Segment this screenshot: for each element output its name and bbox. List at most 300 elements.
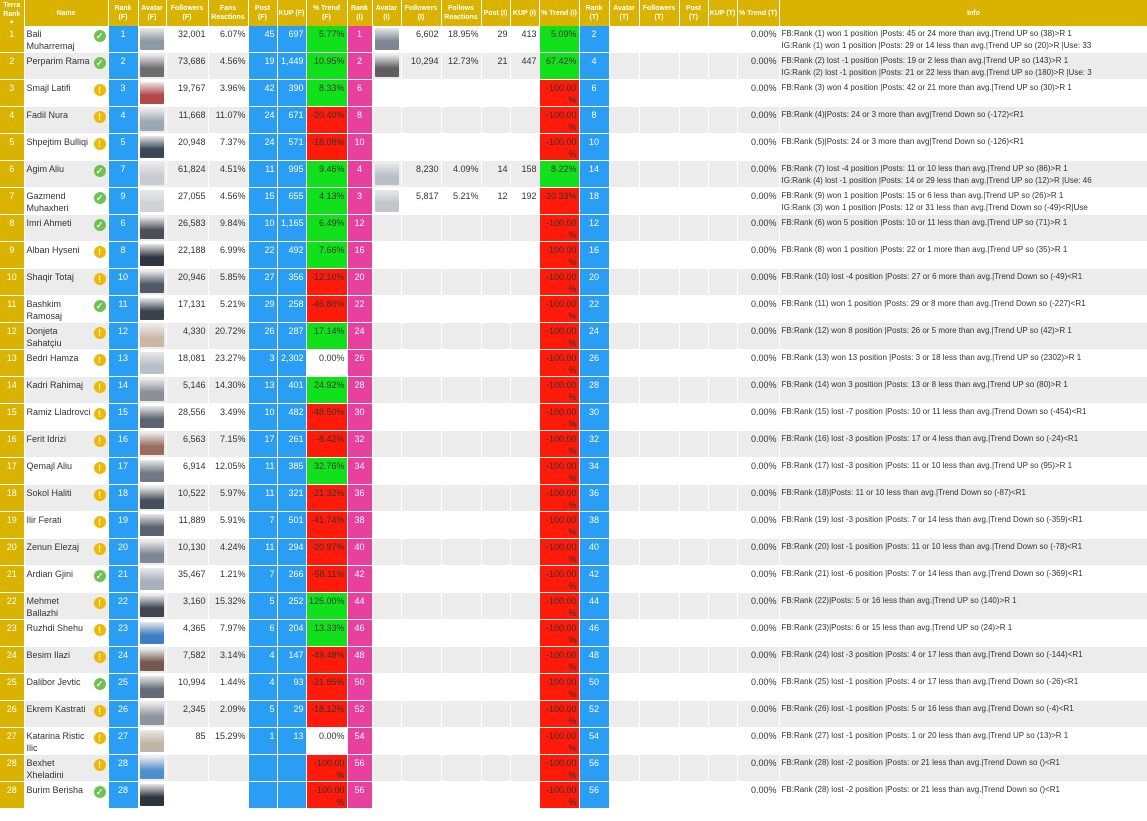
post-i-cell: [481, 323, 510, 350]
post-t-cell: [679, 188, 708, 215]
table-row[interactable]: [0, 350, 1147, 377]
followers-t-cell: [639, 620, 679, 647]
info-fb-line: FB:Rank (15) lost -7 position |Posts: 10 or 11 less than avg.|Trend Down so (-454)<R1: [781, 407, 1087, 416]
kup-t-cell: [708, 404, 737, 431]
table-row[interactable]: [0, 782, 1147, 809]
kup-f-cell: 266: [277, 566, 306, 593]
follows-reactions-cell: [441, 296, 481, 323]
info-fb-line: FB:Rank (7) lost -4 position |Posts: 11 or 10 less than avg.|Trend UP so (86)>R 1: [781, 164, 1068, 173]
info-fb-line: FB:Rank (26) lost -1 position |Posts: 5 or 16 less than avg.|Trend Down so (-4)<R1: [781, 704, 1074, 713]
info-cell: [779, 755, 1147, 782]
avatar[interactable]: [140, 217, 164, 239]
col-trend-i[interactable]: % Trend (I): [539, 0, 579, 26]
rank-f-cell: 12: [108, 323, 138, 350]
table-row[interactable]: [0, 215, 1147, 242]
col-terra-rank[interactable]: [0, 0, 24, 26]
post-f-cell: 11: [248, 485, 277, 512]
fans-reactions-cell: 5.97%: [208, 485, 248, 512]
kup-i-cell: [510, 107, 539, 134]
terra-rank-cell: 23: [0, 620, 24, 647]
name-cell: [24, 782, 108, 809]
col-followers-t[interactable]: Followers (T): [639, 0, 679, 26]
table-row[interactable]: [0, 296, 1147, 323]
avatar-t-cell: [609, 701, 639, 728]
follows-reactions-cell: 4.09%: [441, 161, 481, 188]
trend-f-cell: -20.40%: [306, 107, 347, 134]
person-name: Bexhet Xheladini: [26, 758, 64, 780]
trend-f-cell: -41.74%: [306, 512, 347, 539]
info-fb-line: FB:Rank (8) won 1 position |Posts: 22 or 1 more than avg.|Trend UP so (35)>R 1: [781, 245, 1068, 254]
followers-t-cell: [639, 26, 679, 53]
kup-t-cell: [708, 350, 737, 377]
rank-t-cell: 8: [579, 107, 609, 134]
kup-t-cell: [708, 539, 737, 566]
avatar-i-cell: [372, 404, 401, 431]
avatar-f-cell: [138, 377, 166, 404]
avatar[interactable]: [140, 568, 164, 590]
followers-f-cell: 35,467: [166, 566, 208, 593]
post-i-cell: [481, 728, 510, 755]
verified-check-icon: ✓: [94, 192, 106, 204]
avatar[interactable]: [140, 28, 164, 50]
table-row[interactable]: [0, 755, 1147, 782]
avatar[interactable]: [140, 82, 164, 104]
terra-rank-cell: 21: [0, 566, 24, 593]
followers-i-cell: [401, 215, 441, 242]
person-name: Qemajl Aliu: [26, 461, 73, 471]
post-t-cell: [679, 377, 708, 404]
kup-t-cell: [708, 323, 737, 350]
name-cell: [24, 701, 108, 728]
rank-f-cell: 17: [108, 458, 138, 485]
fans-reactions-cell: 11.07%: [208, 107, 248, 134]
post-t-cell: [679, 404, 708, 431]
trend-t-cell: 0.00%: [737, 782, 779, 809]
rank-f-cell: 10: [108, 269, 138, 296]
col-post-t[interactable]: Post (T): [679, 0, 708, 26]
follows-reactions-cell: [441, 701, 481, 728]
avatar[interactable]: [375, 55, 399, 77]
col-info[interactable]: Info: [779, 0, 1147, 26]
rank-i-cell: 10: [347, 134, 372, 161]
col-post-f[interactable]: Post (F): [248, 0, 277, 26]
avatar[interactable]: [140, 622, 164, 644]
col-rank-t[interactable]: Rank (T): [579, 0, 609, 26]
fans-reactions-cell: 15.32%: [208, 593, 248, 620]
info-cell: [779, 593, 1147, 620]
avatar[interactable]: [140, 730, 164, 752]
avatar-t-cell: [609, 593, 639, 620]
post-i-cell: [481, 701, 510, 728]
trend-f-cell: -21.32%: [306, 485, 347, 512]
col-kup-t[interactable]: KUP (T): [708, 0, 737, 26]
col-trend-t[interactable]: % Trend (T): [737, 0, 779, 26]
avatar-i-cell: [372, 593, 401, 620]
kup-f-cell: 697: [277, 26, 306, 53]
follows-reactions-cell: [441, 80, 481, 107]
col-followers-f[interactable]: Followers (F): [166, 0, 208, 26]
rank-i-cell: 48: [347, 647, 372, 674]
info-fb-line: FB:Rank (14) won 3 position |Posts: 13 or 8 less than avg.|Trend UP so (80)>R 1: [781, 380, 1068, 389]
rank-i-cell: 22: [347, 296, 372, 323]
follows-reactions-cell: [441, 431, 481, 458]
table-row[interactable]: [0, 404, 1147, 431]
info-fb-line: FB:Rank (27) lost -1 position |Posts: 1 or 20 less than avg.|Trend UP so (13)>R 1: [781, 731, 1069, 740]
table-row[interactable]: [0, 701, 1147, 728]
avatar[interactable]: [140, 406, 164, 428]
avatar[interactable]: [140, 190, 164, 212]
trend-i-cell: -100.00 %: [539, 458, 579, 485]
followers-i-cell: 6,602: [401, 26, 441, 53]
rank-i-cell: 8: [347, 107, 372, 134]
rank-t-cell: 50: [579, 674, 609, 701]
table-row[interactable]: [0, 566, 1147, 593]
person-name: Imri Ahmeti: [26, 218, 72, 228]
avatar-i-cell: [372, 26, 401, 53]
info-cell: [779, 377, 1147, 404]
kup-i-cell: [510, 512, 539, 539]
avatar[interactable]: [140, 649, 164, 671]
post-f-cell: 10: [248, 215, 277, 242]
verified-check-icon: ✓: [94, 786, 106, 798]
table-row[interactable]: [0, 134, 1147, 161]
col-name[interactable]: Name: [24, 0, 108, 26]
col-kup-i[interactable]: KUP (I): [510, 0, 539, 26]
followers-t-cell: [639, 674, 679, 701]
trend-f-cell: 125.00%: [306, 593, 347, 620]
followers-i-cell: [401, 350, 441, 377]
terra-rank-cell: 8: [0, 215, 24, 242]
info-ig-line: IG:Rank (2) lost -1 position |Posts: 21 or 22 less than avg.|Trend UP so (180)>R |Use: 3: [781, 68, 1092, 77]
kup-t-cell: [708, 755, 737, 782]
avatar[interactable]: [140, 163, 164, 185]
table-row[interactable]: [0, 539, 1147, 566]
post-t-cell: [679, 485, 708, 512]
avatar-f-cell: [138, 188, 166, 215]
followers-i-cell: [401, 107, 441, 134]
table-row[interactable]: [0, 269, 1147, 296]
person-name: Zenun Elezaj: [26, 542, 80, 552]
avatar[interactable]: [375, 190, 399, 212]
trend-i-cell: -20.33%: [539, 188, 579, 215]
post-t-cell: [679, 53, 708, 80]
info-fb-line: FB:Rank (24) lost -3 position |Posts: 4 or 17 less than avg.|Trend Down so (-144)<R1: [781, 650, 1083, 659]
followers-t-cell: [639, 728, 679, 755]
avatar[interactable]: [140, 271, 164, 293]
kup-t-cell: [708, 107, 737, 134]
avatar-f-cell: [138, 701, 166, 728]
rank-i-cell: 50: [347, 674, 372, 701]
avatar[interactable]: [140, 757, 164, 779]
avatar-i-cell: [372, 782, 401, 809]
avatar-f-cell: [138, 512, 166, 539]
followers-t-cell: [639, 134, 679, 161]
follows-reactions-cell: [441, 593, 481, 620]
col-post-i[interactable]: Post (I): [481, 0, 510, 26]
info-ig-line: IG:Rank (4) lost -1 position |Posts: 14 or 29 less than avg.|Trend UP so (12)>R |Use: 46: [781, 176, 1092, 185]
follows-reactions-cell: [441, 134, 481, 161]
col-follows-reactions[interactable]: Follows Reactions: [441, 0, 481, 26]
terra-rank-cell: 22: [0, 593, 24, 620]
person-name: Sokol Haliti: [26, 488, 72, 498]
trend-f-cell: -12.10%: [306, 269, 347, 296]
kup-i-cell: [510, 80, 539, 107]
avatar-i-cell: [372, 53, 401, 80]
rank-t-cell: 14: [579, 161, 609, 188]
kup-f-cell: 655: [277, 188, 306, 215]
kup-f-cell: 385: [277, 458, 306, 485]
avatar[interactable]: [140, 676, 164, 698]
kup-f-cell: 995: [277, 161, 306, 188]
followers-f-cell: 20,948: [166, 134, 208, 161]
follows-reactions-cell: 12.73%: [441, 53, 481, 80]
table-row[interactable]: [0, 26, 1147, 53]
col-rank-i[interactable]: Rank (I): [347, 0, 372, 26]
followers-t-cell: [639, 755, 679, 782]
trend-i-cell: -100.00 %: [539, 539, 579, 566]
name-cell: [24, 485, 108, 512]
table-row[interactable]: [0, 161, 1147, 188]
post-f-cell: 19: [248, 53, 277, 80]
rank-t-cell: 30: [579, 404, 609, 431]
avatar[interactable]: [140, 244, 164, 266]
col-followers-i[interactable]: Followers (I): [401, 0, 441, 26]
table-row[interactable]: [0, 377, 1147, 404]
avatar[interactable]: [140, 55, 164, 77]
table-row[interactable]: [0, 188, 1147, 215]
terra-rank-label: Terra Rank: [3, 2, 21, 18]
post-t-cell: [679, 80, 708, 107]
avatar[interactable]: [375, 163, 399, 185]
rank-f-cell: 22: [108, 593, 138, 620]
table-row[interactable]: [0, 593, 1147, 620]
avatar-i-cell: [372, 485, 401, 512]
rank-i-cell: 1: [347, 26, 372, 53]
col-trend-f[interactable]: % Trend (F): [306, 0, 347, 26]
trend-f-cell: -58.11%: [306, 566, 347, 593]
trend-f-cell: 13.33%: [306, 620, 347, 647]
follows-reactions-cell: [441, 323, 481, 350]
name-cell: [24, 431, 108, 458]
fans-reactions-cell: 3.49%: [208, 404, 248, 431]
avatar[interactable]: [140, 487, 164, 509]
follows-reactions-cell: 18.95%: [441, 26, 481, 53]
rank-t-cell: 28: [579, 377, 609, 404]
rank-i-cell: 46: [347, 620, 372, 647]
followers-f-cell: 7,582: [166, 647, 208, 674]
post-i-cell: [481, 458, 510, 485]
rank-t-cell: 34: [579, 458, 609, 485]
terra-rank-cell: 3: [0, 80, 24, 107]
followers-f-cell: 4,330: [166, 323, 208, 350]
col-avatar-i[interactable]: Avatar (I): [372, 0, 401, 26]
col-kup-f[interactable]: KUP (F): [277, 0, 306, 26]
rank-t-cell: 18: [579, 188, 609, 215]
avatar[interactable]: [140, 379, 164, 401]
table-row[interactable]: [0, 431, 1147, 458]
warning-icon: !: [94, 732, 106, 744]
rank-i-cell: 4: [347, 161, 372, 188]
table-row[interactable]: [0, 53, 1147, 80]
col-avatar-t[interactable]: Avatar (T): [609, 0, 639, 26]
followers-t-cell: [639, 431, 679, 458]
followers-f-cell: 18,081: [166, 350, 208, 377]
followers-f-cell: 10,994: [166, 674, 208, 701]
rank-i-cell: 36: [347, 485, 372, 512]
table-body: [0, 26, 1147, 809]
terra-rank-cell: 12: [0, 323, 24, 350]
trend-t-cell: 0.00%: [737, 269, 779, 296]
avatar[interactable]: [375, 28, 399, 50]
name-cell: [24, 566, 108, 593]
post-t-cell: [679, 161, 708, 188]
table-row[interactable]: [0, 485, 1147, 512]
followers-i-cell: [401, 431, 441, 458]
kup-i-cell: 158: [510, 161, 539, 188]
fans-reactions-cell: 4.51%: [208, 161, 248, 188]
kup-t-cell: [708, 782, 737, 809]
trend-t-cell: 0.00%: [737, 701, 779, 728]
table-row[interactable]: [0, 647, 1147, 674]
avatar-t-cell: [609, 323, 639, 350]
avatar[interactable]: [140, 136, 164, 158]
avatar-t-cell: [609, 53, 639, 80]
terra-rank-cell: 10: [0, 269, 24, 296]
kup-i-cell: [510, 701, 539, 728]
avatar[interactable]: [140, 784, 164, 806]
trend-f-cell: 32.76%: [306, 458, 347, 485]
post-t-cell: [679, 134, 708, 161]
table-row[interactable]: [0, 512, 1147, 539]
avatar-t-cell: [609, 674, 639, 701]
warning-icon: !: [94, 327, 106, 339]
terra-rank-cell: 6: [0, 161, 24, 188]
followers-i-cell: [401, 539, 441, 566]
kup-f-cell: [277, 782, 306, 809]
info-cell: [779, 431, 1147, 458]
info-cell: [779, 485, 1147, 512]
table-row[interactable]: [0, 242, 1147, 269]
terra-rank-cell: 18: [0, 485, 24, 512]
trend-i-cell: -100.00 %: [539, 80, 579, 107]
avatar[interactable]: [140, 298, 164, 320]
avatar[interactable]: [140, 514, 164, 536]
trend-f-cell: 9.46%: [306, 161, 347, 188]
sort-up-icon: ▲: [8, 19, 15, 25]
post-f-cell: 10: [248, 404, 277, 431]
avatar-i-cell: [372, 350, 401, 377]
col-rank-f[interactable]: Rank (F): [108, 0, 138, 26]
rank-i-cell: 12: [347, 215, 372, 242]
table-row[interactable]: [0, 674, 1147, 701]
person-name: Ilir Ferati: [26, 515, 62, 525]
followers-i-cell: [401, 620, 441, 647]
avatar-f-cell: [138, 539, 166, 566]
trend-t-cell: 0.00%: [737, 593, 779, 620]
avatar-f-cell: [138, 161, 166, 188]
info-cell: [779, 80, 1147, 107]
rank-t-cell: 38: [579, 512, 609, 539]
post-i-cell: [481, 215, 510, 242]
table-row[interactable]: [0, 80, 1147, 107]
name-cell: [24, 674, 108, 701]
table-row[interactable]: [0, 107, 1147, 134]
avatar[interactable]: [140, 109, 164, 131]
avatar[interactable]: [140, 352, 164, 374]
avatar[interactable]: [140, 595, 164, 617]
avatar-i-cell: [372, 215, 401, 242]
terra-rank-cell: 2: [0, 53, 24, 80]
followers-t-cell: [639, 215, 679, 242]
followers-f-cell: 4,365: [166, 620, 208, 647]
name-cell: [24, 215, 108, 242]
fans-reactions-cell: 1.44%: [208, 674, 248, 701]
follows-reactions-cell: [441, 647, 481, 674]
avatar-i-cell: [372, 188, 401, 215]
trend-f-cell: -49.48%: [306, 647, 347, 674]
col-avatar-f[interactable]: Avatar (F): [138, 0, 166, 26]
verified-check-icon: ✓: [94, 57, 106, 69]
avatar[interactable]: [140, 703, 164, 725]
trend-f-cell: -8.42%: [306, 431, 347, 458]
terra-rank-cell: 4: [0, 107, 24, 134]
table-row[interactable]: [0, 728, 1147, 755]
post-f-cell: 11: [248, 161, 277, 188]
name-cell: [24, 728, 108, 755]
name-cell: [24, 296, 108, 323]
warning-icon: !: [94, 138, 106, 150]
warning-icon: !: [94, 354, 106, 366]
trend-t-cell: 0.00%: [737, 80, 779, 107]
post-t-cell: [679, 728, 708, 755]
fans-reactions-cell: [208, 755, 248, 782]
terra-rank-cell: 14: [0, 377, 24, 404]
post-i-cell: [481, 755, 510, 782]
person-name: Katarina Ristic Ilic: [26, 731, 85, 753]
terra-rank-cell: 16: [0, 431, 24, 458]
table-row[interactable]: [0, 620, 1147, 647]
col-fans-reactions[interactable]: Fans Reactions: [208, 0, 248, 26]
post-t-cell: [679, 593, 708, 620]
kup-t-cell: [708, 512, 737, 539]
name-cell: [24, 647, 108, 674]
table-row[interactable]: [0, 323, 1147, 350]
kup-f-cell: 1,449: [277, 53, 306, 80]
trend-f-cell: -20.97%: [306, 539, 347, 566]
rank-t-cell: 26: [579, 350, 609, 377]
verified-check-icon: ✓: [94, 165, 106, 177]
info-fb-line: FB:Rank (25) lost -1 position |Posts: 4 or 17 less than avg.|Trend Down so (-26)<R1: [781, 677, 1079, 686]
rank-i-cell: 44: [347, 593, 372, 620]
info-ig-line: IG:Rank (1) won 1 position |Posts: 29 or 14 less than avg.|Trend UP so (20)>R |Use: 33: [781, 41, 1092, 50]
trend-t-cell: 0.00%: [737, 323, 779, 350]
info-fb-line: FB:Rank (28) lost -2 position |Posts: or 21 less than avg.|Trend Down so ()<R1: [781, 758, 1060, 767]
rank-t-cell: 10: [579, 134, 609, 161]
avatar[interactable]: [140, 325, 164, 347]
followers-i-cell: [401, 377, 441, 404]
info-cell: [779, 782, 1147, 809]
avatar-i-cell: [372, 647, 401, 674]
rank-i-cell: 2: [347, 53, 372, 80]
table-row[interactable]: [0, 458, 1147, 485]
info-fb-line: FB:Rank (12) won 8 position |Posts: 26 or 5 more than avg.|Trend UP so (42)>R 1: [781, 326, 1072, 335]
person-name: Kadri Rahimaj: [26, 380, 84, 390]
trend-f-cell: -100.00 %: [306, 782, 347, 809]
avatar[interactable]: [140, 460, 164, 482]
info-cell: [779, 161, 1147, 188]
avatar[interactable]: [140, 541, 164, 563]
avatar[interactable]: [140, 433, 164, 455]
